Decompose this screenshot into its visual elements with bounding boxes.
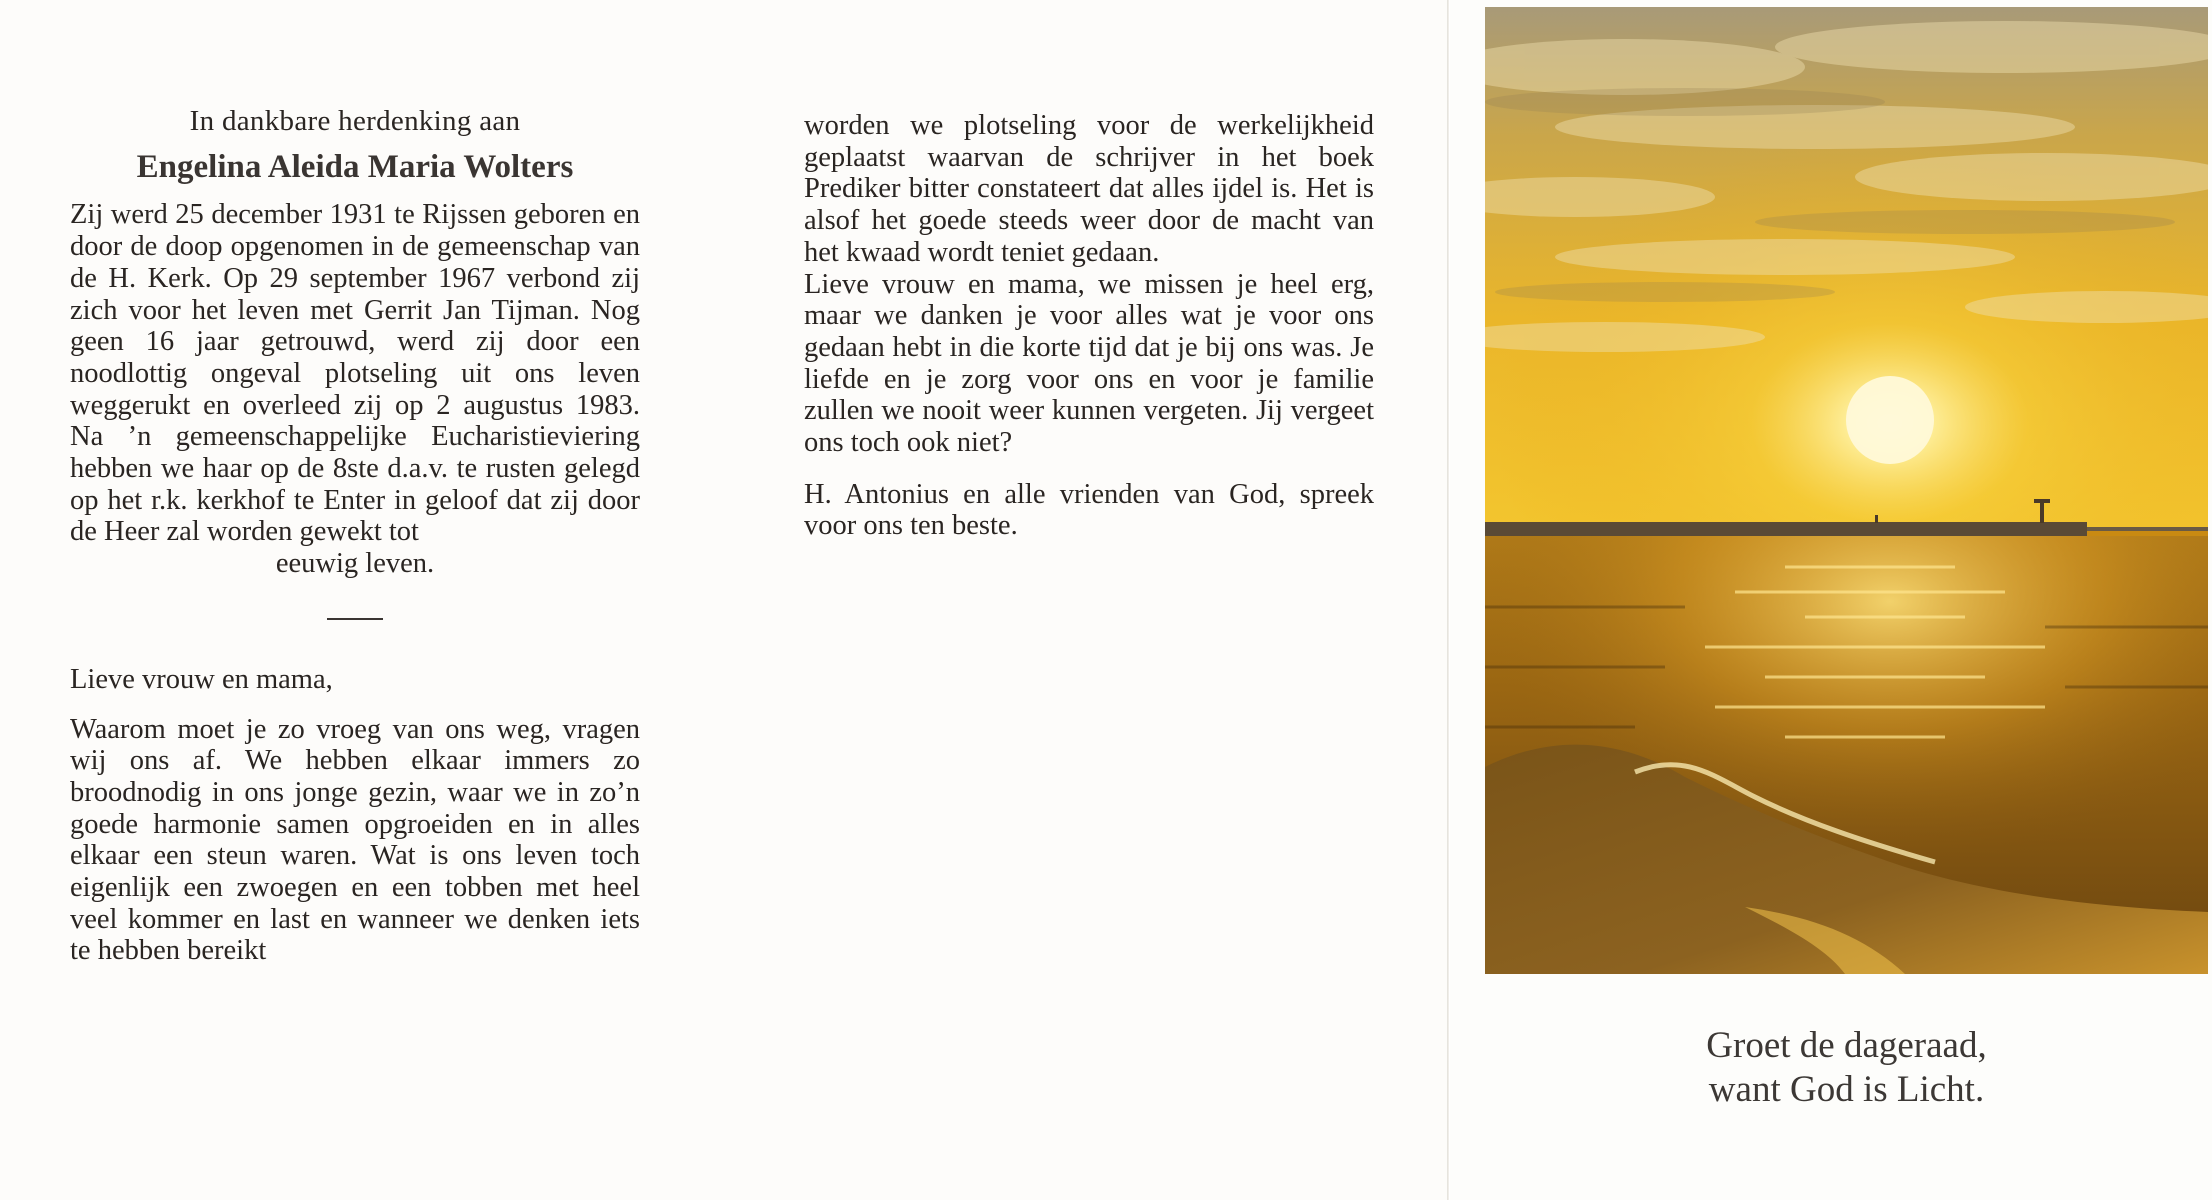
letter-salutation: Lieve vrouw en mama, [70,663,333,695]
prayer-text: H. Antonius en alle vrienden van God, spreek voor ons ten beste. [804,478,1374,542]
pier-beacon [2040,501,2044,523]
sunset-sea-photo [1485,7,2208,974]
pier [1485,522,2087,536]
caption-line-1: Groet de dageraad, [1706,1025,1987,1066]
biography-paragraph: Zij werd 25 december 1931 te Rijssen geboren en door de doop opgenomen in de gemeenschap van de H. Kerk. Op 29 september 1967 verbond zij zich voor het leven met Gerrit Jan Tijman. Nog geen 16 jaar getrouwd, werd zij door een noodlottig ongeval plotseling uit ons leven weggerukt en overleed zij op 2 augustus 1983. Na ’n gemeenschappelijke Eucharistieviering hebben we haar op de 8ste d.a.v. te rusten gelegd op het r.k. kerkhof te Enter in geloof dat zij door de Heer zal worden gewekt tot [70,199,640,548]
sun [1846,376,1934,464]
text-column-middle [804,110,1374,542]
sunset-sea-illustration [1485,7,2208,974]
photo-caption [1485,1024,2208,1112]
letter-paragraph-2: worden we plotseling voor de werkelijkheid geplaatst waarvan de schrijver in het boek Prediker bitter constateert dat alles ijdel is. Het is alsof het goede steeds weer door de macht van het kwaad wordt teniet gedaan. [804,110,1374,268]
caption-line-2: want God is Licht. [1708,1069,1985,1110]
letter-paragraph-1: Waarom moet je zo vroeg van ons weg, vragen wij ons af. We hebben elkaar immers zo broodnodig in ons jonge gezin, waar we in zo’n goede harmonie samen opgroeiden en in alles elkaar een steun waren. Wat is ons leven toch eigenlijk een zwoegen en een tobben met heel veel kommer en last en wanneer we denken iets te hebben bereikt [70,713,640,967]
card-fold [1447,0,1449,1200]
biography-ending: eeuwig leven. [275,548,435,580]
memorial-heading: In dankbare herdenking aan [189,105,521,137]
divider-line [327,618,383,620]
text-column-left [70,106,640,967]
deceased-name: Engelina Aleida Maria Wolters [136,148,574,185]
letter-paragraph-3: Lieve vrouw en mama, we missen je heel erg, maar we danken je voor alles wat je voor ons gedaan hebt in die korte tijd dat je bij ons was. Je liefde en je zorg voor ons en voor je familie zullen we nooit weer kunnen vergeten. Jij vergeet ons toch ook niet? [804,268,1374,459]
